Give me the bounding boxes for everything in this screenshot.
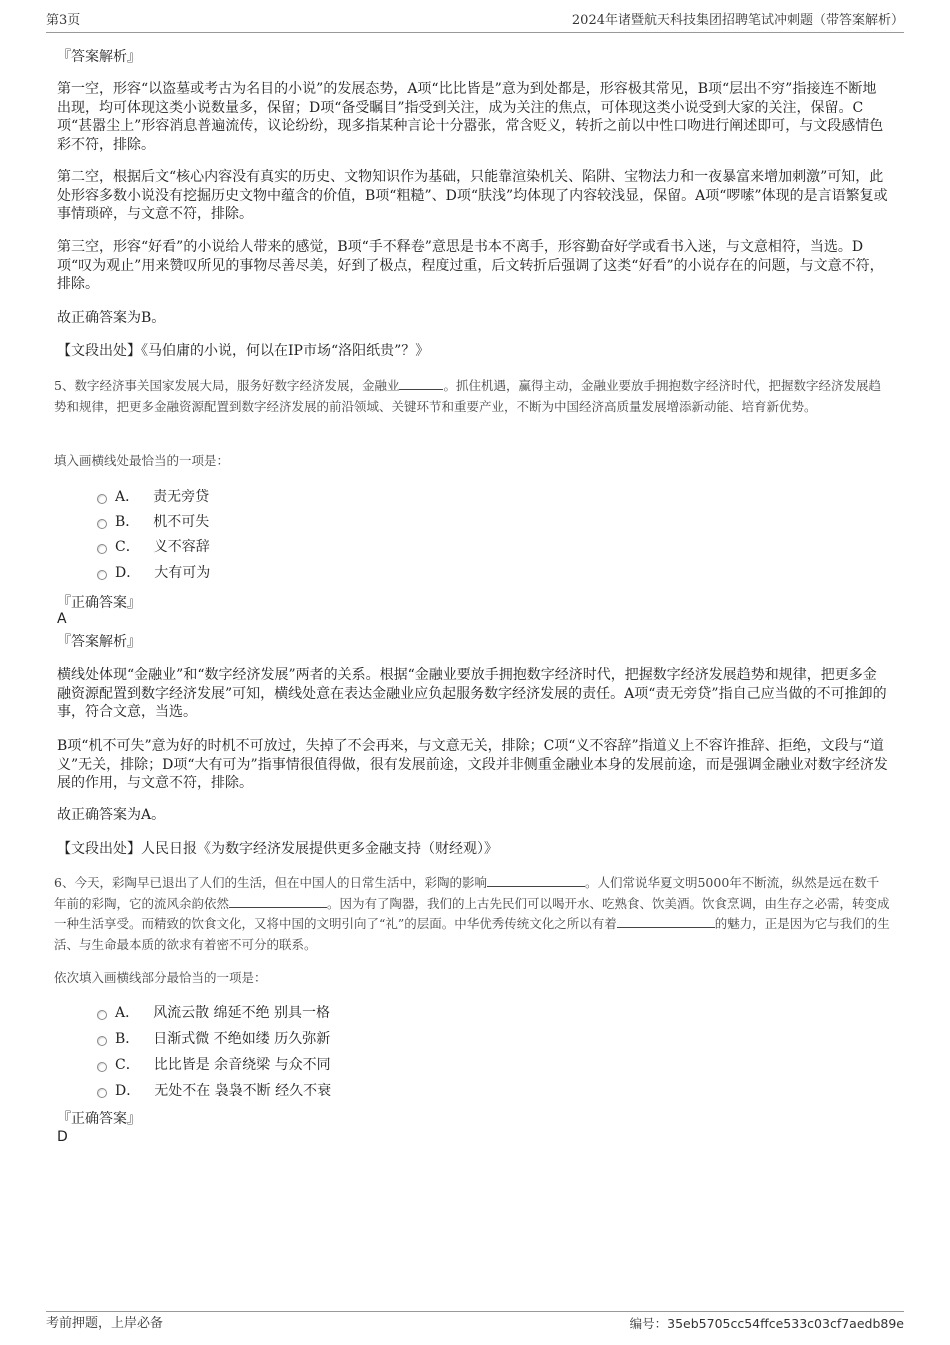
q6-option-a[interactable]: A． 风流云散 绵延不绝 别具一格 <box>97 1003 330 1023</box>
q5-option-c[interactable]: C． 义不容辞 <box>97 537 210 557</box>
q6-stem-d: 的魅力，正是因为它与我们的生活、与生命最本质的欲求有着密不可分的联系。 <box>54 916 890 952</box>
q6-correct-answer: D <box>57 1129 68 1145</box>
radio-icon[interactable] <box>97 1036 107 1046</box>
q6-blank-1 <box>487 874 585 887</box>
q5-stem-a: 5、数字经济事关国家发展大局，服务好数字经济发展，金融业 <box>54 378 400 393</box>
q6-option-b[interactable]: B． 日渐式微 不绝如缕 历久弥新 <box>97 1029 330 1049</box>
q5-analysis-para-2: B项“机不可失”意为好的时机不可放过，失掉了不会再来，与文意无关，排除；C项“义不容辞”指道义上不容许推辞、拒绝，文段与“道义”无关，排除；D项“大有可为”指事情很值得做，很有发展前途，文段并非侧重金融业本身的发展前途，而是强调金融业对数字经济发展的作用，与文意不符，排除。 <box>57 738 888 791</box>
footer-slogan: 考前押题，上岸必备 <box>46 1316 164 1331</box>
q5-correct-answer: A <box>57 611 67 627</box>
q5-analysis-para-1: 横线处体现“金融业”和“数字经济发展”两者的关系。根据“金融业要放手拥抱数字经济时代，把握数字经济发展趋势和规律，把更多金融资源配置到数字经济发展”可知，横线处意在表达金融业应负起服务数字经济发展的责任。A项“责无旁贷”指自己应当做的不可推卸的事，符合文意，当选。 <box>57 667 887 720</box>
q6-stem-b: 。人们常说华夏文明5000年不断流，纵然是远在数千年前的彩陶，它的流风余韵依然 <box>54 875 880 911</box>
q6-blank-3 <box>617 915 715 928</box>
radio-icon[interactable] <box>97 519 107 529</box>
page-header <box>46 12 904 33</box>
q6-stem-c: 。因为有了陶器，我们的上古先民们可以喝开水、吃熟食、饮美酒。饮食烹调，由生存之必需，转变成一种生活享受。而精致的饮食文化，又将中国的文明引向了“礼”的层面。中华优秀传统文化之所以有着 <box>54 895 890 931</box>
q5-conclusion: 故正确答案为A。 <box>57 807 166 823</box>
page-footer <box>46 1311 904 1333</box>
q4-analysis-label: 『答案解析』 <box>57 49 141 65</box>
radio-icon[interactable] <box>97 494 107 504</box>
q4-source: 【文段出处】《马伯庸的小说，何以在IP市场“洛阳纸贵”？》 <box>57 343 430 359</box>
q6-blank-2 <box>229 895 327 908</box>
q4-analysis-para-2: 第二空，根据后文“核心内容没有真实的历史、文物知识作为基础，只能靠渲染机关、陷阱、宝物法力和一夜暴富来增加刺激”可知，此处形容多数小说没有挖掘历史文物中蕴含的价值，B项“粗糙”、D项“肤浅”均体现了内容较浅显，保留。A项“啰嗦”体现的是言语繁复或事情琐碎，与文意不符，排除。 <box>57 169 888 222</box>
q5-correct-label: 『正确答案』 <box>57 595 141 611</box>
page-number: 第3页 <box>46 13 81 28</box>
radio-icon[interactable] <box>97 1062 107 1072</box>
q5-prompt: 填入画横线处最恰当的一项是： <box>54 453 230 468</box>
q6-stem-a: 6、今天，彩陶早已退出了人们的生活，但在中国人的日常生活中，彩陶的影响 <box>54 875 487 890</box>
q4-analysis-para-1: 第一空，形容“以盗墓或考古为名目的小说”的发展态势，A项“比比皆是”意为到处都是，形容极其常见，B项“层出不穷”指接连不断地出现，均可体现这类小说数量多，保留；D项“备受瞩目”指受到关注，成为关注的焦点，可体现这类小说受到大家的关注，保留。C项“甚嚣尘上”形容消息普遍流传，议论纷纷，现多指某种言论十分嚣张，常含贬义，转折之前以中性口吻进行阐述即可，与文段感情色彩不符，排除。 <box>57 81 884 153</box>
q6-option-c[interactable]: C． 比比皆是 余音绕梁 与众不同 <box>97 1055 331 1075</box>
q5-option-d[interactable]: D． 大有可为 <box>97 563 210 583</box>
q5-source: 【文段出处】人民日报《为数字经济发展提供更多金融支持（财经观）》 <box>57 841 498 857</box>
radio-icon[interactable] <box>97 1010 107 1020</box>
q5-option-b[interactable]: B． 机不可失 <box>97 512 209 532</box>
document-title: 2024年诸暨航天科技集团招聘笔试冲刺题（带答案解析） <box>571 13 904 28</box>
radio-icon[interactable] <box>97 544 107 554</box>
q5-blank <box>399 377 443 390</box>
q4-analysis-para-3: 第三空，形容“好看”的小说给人带来的感觉，B项“手不释卷”意思是书本不离手，形容勤奋好学或看书入迷，与文意相符，当选。D项“叹为观止”用来赞叹所见的事物尽善尽美，好到了极点，程度过重，后文转折后强调了这类“好看”的小说存在的问题，与文意不符，排除。 <box>57 239 884 292</box>
q5-analysis-label: 『答案解析』 <box>57 634 141 650</box>
radio-icon[interactable] <box>97 570 107 580</box>
document-serial: 编号：35eb5705cc54ffce533c03cf7aedb89e <box>629 1316 904 1331</box>
q6-prompt: 依次填入画横线部分最恰当的一项是： <box>54 970 267 985</box>
q6-stem <box>54 873 890 955</box>
q5-stem-b: 。抓住机遇，赢得主动，金融业要放手拥抱数字经济时代，把握数字经济发展趋势和规律，把更多金融资源配置到数字经济发展的前沿领域、关键环节和重要产业，不断为中国经济高质量发展增添新动能、培育新优势。 <box>54 378 881 414</box>
q5-option-a[interactable]: A． 责无旁贷 <box>97 487 209 507</box>
radio-icon[interactable] <box>97 1088 107 1098</box>
q6-correct-label: 『正确答案』 <box>57 1111 141 1127</box>
q5-stem <box>54 376 890 417</box>
q4-conclusion: 故正确答案为B。 <box>57 310 166 326</box>
q6-option-d[interactable]: D． 无处不在 袅袅不断 经久不衰 <box>97 1081 331 1101</box>
